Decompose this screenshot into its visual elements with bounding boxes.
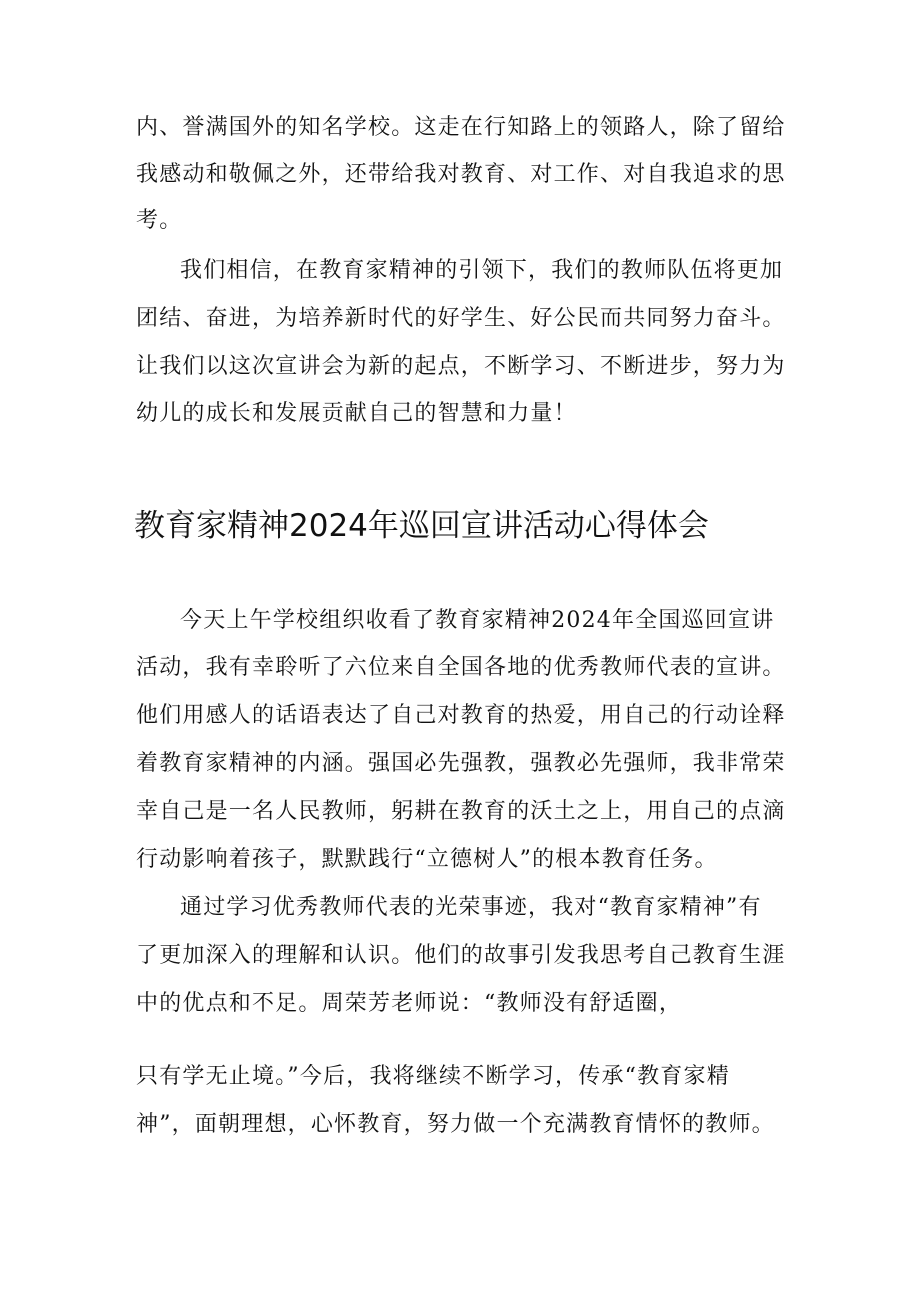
paragraph-line: 让我们以这次宣讲会为新的起点，不断学习、不断进步，努力为 <box>136 354 786 379</box>
paragraph-line: 内、誉满国外的知名学校。这走在行知路上的领路人，除了留给 <box>136 115 786 140</box>
paragraph-line: 幸自己是一名人民教师，躬耕在教育的沃土之上，用自己的点滴 <box>136 799 786 824</box>
paragraph-line: 神”，面朝理想，心怀教育，努力做一个充满教育情怀的教师。 <box>136 1112 775 1137</box>
paragraph-line: 中的优点和不足。周荣芳老师说：“教师没有舒适圈， <box>136 991 683 1016</box>
paragraph-line: 我们相信，在教育家精神的引领下，我们的教师队伍将更加 <box>180 258 784 283</box>
paragraph-line: 通过学习优秀教师代表的光荣事迹，我对“教育家精神”有 <box>180 895 762 920</box>
paragraph-line: 活动，我有幸聆听了六位来自全国各地的优秀教师代表的宣讲。 <box>136 655 786 680</box>
document-title: 教育家精神2024年巡回宣讲活动心得体会 <box>134 508 709 544</box>
paragraph-line: 团结、奋进，为培养新时代的好学生、好公民而共同努力奋斗。 <box>136 306 786 331</box>
paragraph-line: 了更加深入的理解和认识。他们的故事引发我思考自己教育生涯 <box>136 943 786 968</box>
paragraph-line: 只有学无止境。”今后，我将继续不断学习，传承“教育家精 <box>136 1064 730 1089</box>
paragraph-line: 我感动和敬佩之外，还带给我对教育、对工作、对自我追求的思 <box>136 162 786 187</box>
paragraph-line: 着教育家精神的内涵。强国必先强教，强教必先强师，我非常荣 <box>136 751 786 776</box>
paragraph-line: 幼儿的成长和发展贡献自己的智慧和力量！ <box>136 401 577 426</box>
paragraph-line: 今天上午学校组织收看了教育家精神2024年全国巡回宣讲 <box>180 608 775 633</box>
paragraph-line: 他们用感人的话语表达了自己对教育的热爱，用自己的行动诠释 <box>136 703 786 728</box>
paragraph-line: 考。 <box>136 208 183 233</box>
paragraph-line: 行动影响着孩子，默默践行“立德树人”的根本教育任务。 <box>136 847 718 872</box>
